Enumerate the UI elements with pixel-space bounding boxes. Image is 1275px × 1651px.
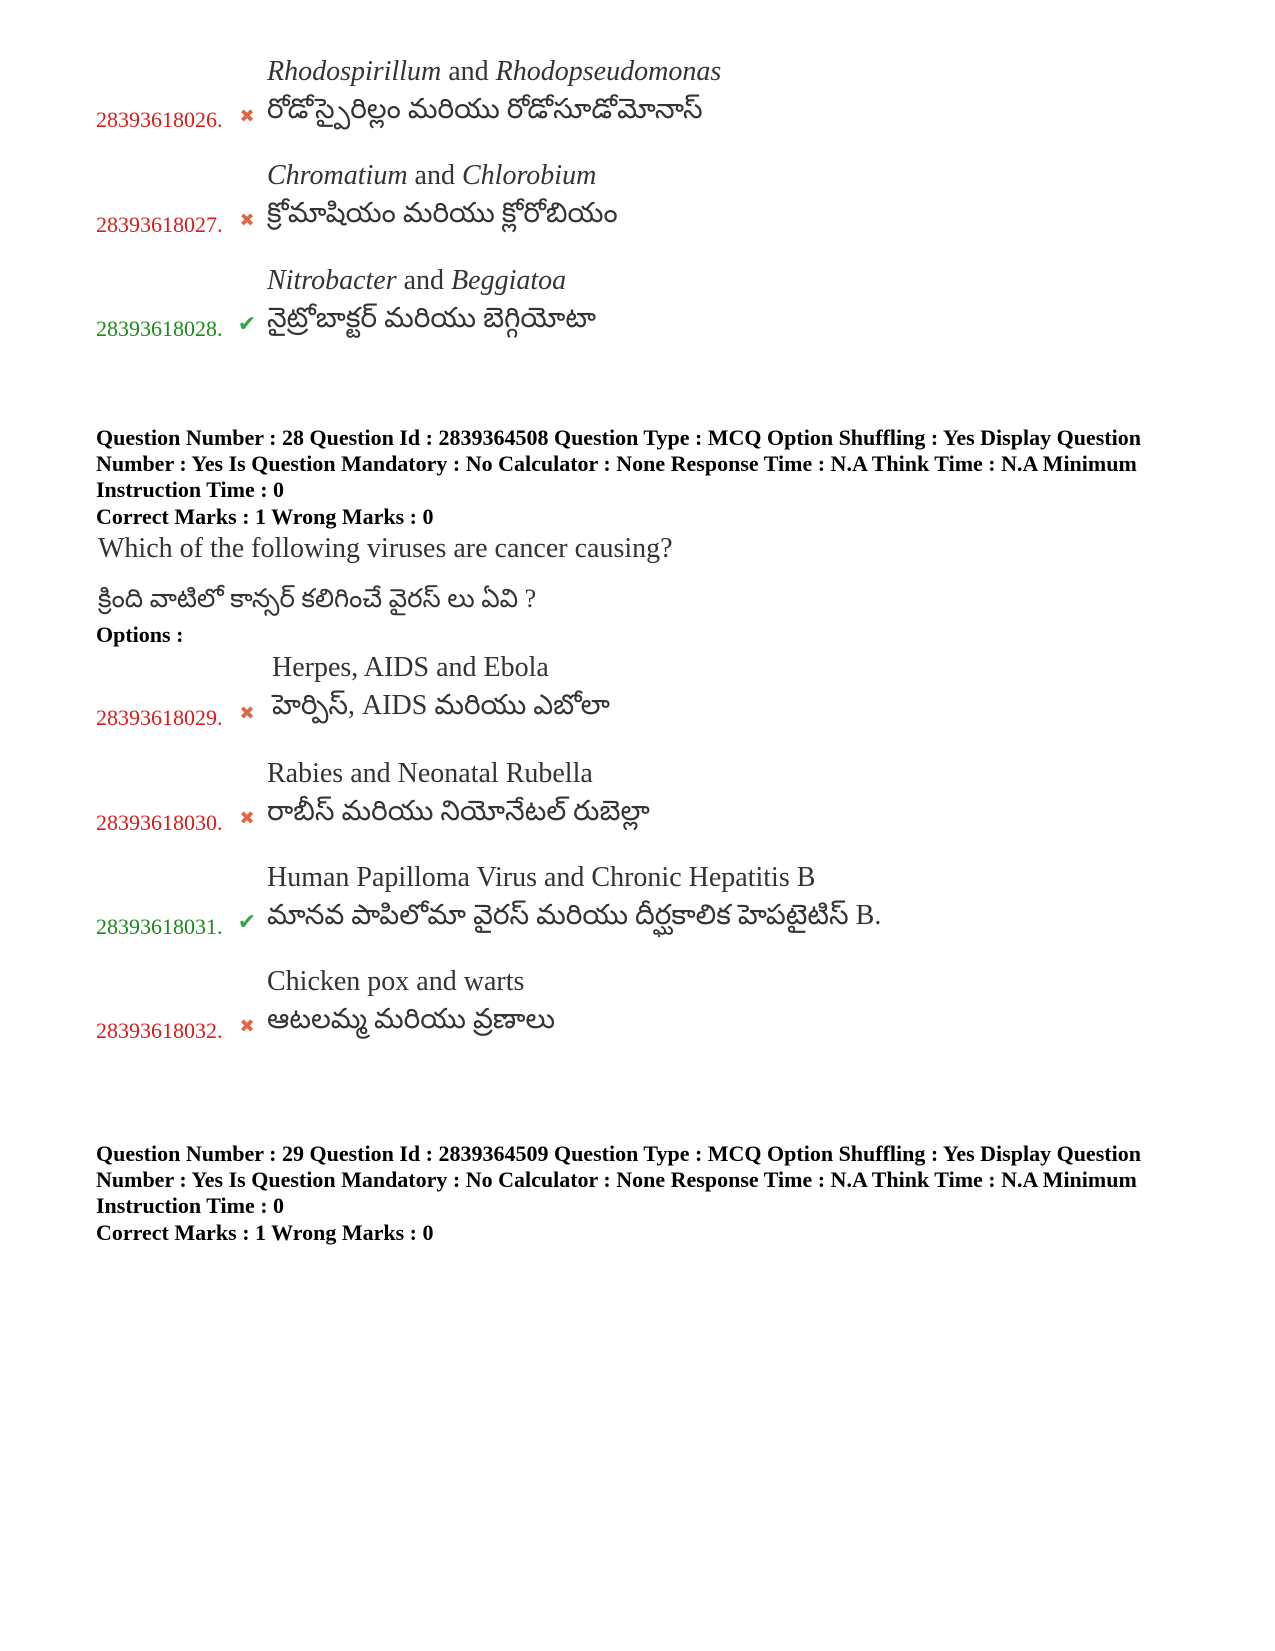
option-text-te: క్రోమాషియం మరియు క్లోరోబియం <box>267 198 618 229</box>
cross-icon: ✖ <box>239 210 255 231</box>
option-id: 28393618031. <box>96 914 223 939</box>
option-text-en: Herpes, AIDS and Ebola <box>272 652 549 683</box>
option-text-te: హెర్పిస్, AIDS మరియు ఎబోలా <box>272 690 610 721</box>
option-id: 28393618030. <box>96 810 223 835</box>
option-text-en: Human Papilloma Virus and Chronic Hepatitis B <box>267 862 816 893</box>
option-id: 28393618032. <box>96 1018 223 1043</box>
options-label: Options : <box>96 622 184 647</box>
question-marks-28: Correct Marks : 1 Wrong Marks : 0 <box>96 504 434 529</box>
option-text-te: రాబీస్ మరియు నియోనేటల్ రుబెల్లా <box>267 796 650 827</box>
question-meta-28: Question Number : 28 Question Id : 2839364508 Question Type : MCQ Option Shuffling : Yes Display Question Number : Yes Is Question Mandatory : No Calculator : None Response Time : N.A Think Time : N.A Minimum Instruction Time : 0 <box>96 425 1141 502</box>
cross-icon: ✖ <box>239 808 255 829</box>
check-icon: ✔ <box>237 910 257 935</box>
cross-icon: ✖ <box>239 1016 255 1037</box>
cross-icon: ✖ <box>239 106 255 127</box>
option-id: 28393618029. <box>96 705 223 730</box>
option-text-te: రోడోస్పైరిల్లం మరియు రోడోసూడోమోనాస్ <box>267 94 703 125</box>
option-id: 28393618027. <box>96 212 223 237</box>
option-id: 28393618028. <box>96 316 223 341</box>
cross-icon: ✖ <box>239 703 255 724</box>
question-text-en: Which of the following viruses are cancer causing? <box>98 533 673 564</box>
check-icon: ✔ <box>237 312 257 337</box>
option-text-te: మానవ పాపిలోమా వైరస్ మరియు దీర్ఘకాలిక హెపటైటిస్ B. <box>267 900 882 931</box>
option-text-en: Nitrobacter and Beggiatoa <box>267 265 567 296</box>
option-text-te: నైట్రోబాక్టర్ మరియు బెగ్గియోటా <box>267 303 597 334</box>
question-marks-29: Correct Marks : 1 Wrong Marks : 0 <box>96 1220 434 1245</box>
option-text-en: Chicken pox and warts <box>267 966 525 997</box>
option-id: 28393618026. <box>96 107 223 132</box>
option-text-en: Rhodospirillum and Rhodopseudomonas <box>267 56 722 87</box>
option-text-en: Rabies and Neonatal Rubella <box>267 758 593 789</box>
option-text-te: ఆటలమ్మ మరియు వ్రణాలు <box>267 1004 556 1035</box>
option-text-en: Chromatium and Chlorobium <box>267 160 597 191</box>
question-meta-29: Question Number : 29 Question Id : 2839364509 Question Type : MCQ Option Shuffling : Yes Display Question Number : Yes Is Question Mandatory : No Calculator : None Response Time : N.A Think Time : N.A Minimum Instruction Time : 0 <box>96 1141 1141 1218</box>
question-text-te: క్రింది వాటిలో కాన్సర్ కలిగించే వైరస్ లు ఏవి ? <box>98 584 537 613</box>
